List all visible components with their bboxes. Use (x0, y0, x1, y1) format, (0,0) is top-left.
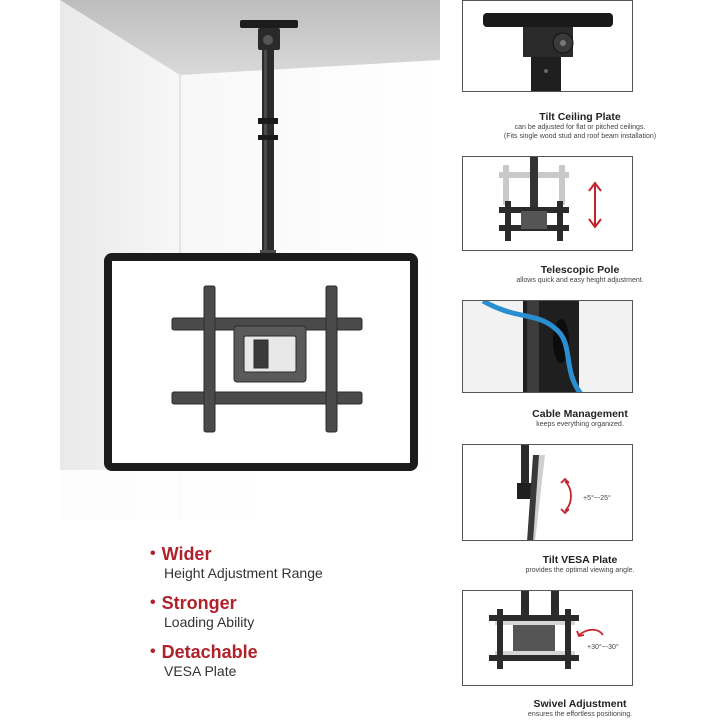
panel-cable-management (462, 300, 633, 393)
caption-title: Cable Management (532, 408, 628, 420)
caption-title: Swivel Adjustment (533, 698, 627, 710)
feature-title: Wider (161, 544, 212, 564)
bullet-icon: • (150, 545, 156, 562)
caption-desc: provides the optimal viewing angle. (525, 567, 635, 574)
bullet-icon: • (150, 594, 156, 611)
panel-swivel-adjustment (462, 590, 633, 686)
feature-subtitle: Loading Ability (164, 614, 255, 630)
feature-list (150, 543, 430, 690)
feature-item (150, 543, 430, 582)
caption-desc: allows quick and easy height adjustment. (516, 277, 644, 284)
caption-title: Telescopic Pole (540, 264, 620, 276)
caption-tilt-ceiling-plate (440, 111, 720, 141)
caption-cable-management (440, 408, 720, 429)
caption-desc: keeps everything organized. (536, 421, 624, 428)
cable-management-image (463, 301, 633, 393)
telescopic-pole-image (463, 157, 633, 251)
swivel-image (463, 591, 633, 686)
swivel-angle-label: +30°~-30° (587, 644, 619, 651)
tilt-vesa-image (463, 445, 633, 541)
feature-item (150, 592, 430, 631)
panel-tilt-ceiling-plate (462, 0, 633, 92)
caption-tilt-vesa-plate (440, 554, 720, 575)
feature-subtitle: Height Adjustment Range (164, 565, 323, 581)
caption-title: Tilt VESA Plate (542, 554, 618, 566)
feature-item (150, 641, 430, 680)
feature-subtitle: VESA Plate (164, 663, 237, 679)
panel-tilt-vesa-plate (462, 444, 633, 541)
caption-desc: can be adjusted for flat or pitched ceilings. (514, 124, 646, 131)
swivel-arrow-icon (577, 630, 603, 636)
caption-swivel-adjustment (440, 698, 720, 719)
tilt-arrow-icon (561, 479, 571, 513)
caption-title: Tilt Ceiling Plate (539, 111, 621, 123)
caption-telescopic-pole (440, 264, 720, 285)
ceiling-plate-image (463, 1, 633, 92)
caption-note: (Fits single wood stud and roof beam installation) (503, 133, 657, 140)
feature-title: Detachable (161, 642, 258, 662)
caption-desc: ensures the effortless positioning. (527, 711, 633, 718)
vertical-arrow-icon (589, 183, 601, 227)
feature-title: Stronger (161, 593, 237, 613)
tilt-angle-label: +5°~-25° (583, 495, 611, 502)
bullet-icon: • (150, 643, 156, 660)
panel-telescopic-pole (462, 156, 633, 251)
